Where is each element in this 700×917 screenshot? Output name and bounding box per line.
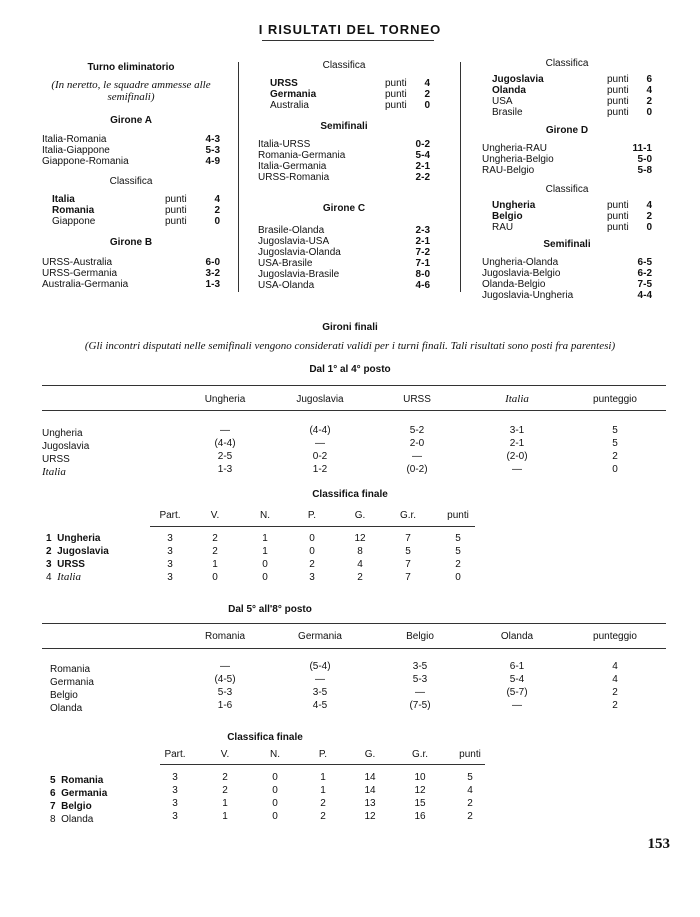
table-cell: 5 <box>612 438 618 449</box>
column-header: G.r. <box>399 510 417 521</box>
table-rule <box>150 526 475 527</box>
standing-row: Ungheria punti 4 <box>492 200 652 211</box>
table-cell: 12 <box>354 533 366 544</box>
table-cell: 4 <box>612 661 618 672</box>
table-cell: 3 <box>172 772 178 783</box>
column-header: G.r. <box>411 749 429 760</box>
table-cell: 5 <box>405 546 411 557</box>
table-rule <box>42 623 666 624</box>
column-divider <box>238 62 239 292</box>
table-rule <box>42 648 666 649</box>
table-cell: 0 <box>262 572 268 583</box>
column-header: Belgio <box>406 631 434 642</box>
table-cell: 0 <box>272 811 278 822</box>
standing-row: RAU punti 0 <box>492 222 652 233</box>
table-cell: 2 <box>467 811 473 822</box>
table-row-team: Ungheria <box>42 428 83 439</box>
table-cell: 2 <box>612 451 618 462</box>
column-header: V. <box>220 749 230 760</box>
column-1 <box>42 58 220 290</box>
match-row: Jugoslavia-Brasile 8-0 <box>258 269 430 280</box>
standing-row: Belgio punti 2 <box>492 211 652 222</box>
table-cell: — <box>412 451 422 462</box>
table-cell: 2 <box>320 798 326 809</box>
table-cell: 3 <box>167 559 173 570</box>
column-header: G. <box>354 510 366 521</box>
column-header: N. <box>260 510 270 521</box>
table-cell: 5 <box>455 533 461 544</box>
column-header: Jugoslavia <box>296 394 344 405</box>
column-header: Olanda <box>500 631 534 642</box>
table-cell: 3 <box>172 785 178 796</box>
group-d-title: Girone D <box>545 125 589 136</box>
table-cell: 4 <box>467 785 473 796</box>
table-cell: — <box>220 661 230 672</box>
column-header: punti <box>459 749 481 760</box>
table-cell: — <box>512 700 522 711</box>
match-row: Ungheria-Belgio 5-0 <box>482 154 652 165</box>
table-cell: 2 <box>222 772 228 783</box>
match-row: Jugoslavia-Ungheria 4-4 <box>482 290 652 301</box>
standing-row: Jugoslavia punti 6 <box>492 74 652 85</box>
table-cell: 3 <box>172 798 178 809</box>
column-header: P. <box>318 749 328 760</box>
table-cell: — <box>512 464 522 475</box>
column-header: URSS <box>403 394 431 405</box>
table-cell: 5-3 <box>217 687 233 698</box>
semifinals-1-matches <box>258 139 430 183</box>
table-cell: 2-5 <box>217 451 233 462</box>
group-a-standings-title: Classifica <box>109 176 153 187</box>
table-rule <box>42 385 666 386</box>
table-row: 3 URSS <box>46 559 85 570</box>
column-header: N. <box>270 749 280 760</box>
table-row-team: Jugoslavia <box>42 441 90 452</box>
group-c-title: Girone C <box>322 203 366 214</box>
column-header: Italia <box>505 393 529 405</box>
eliminatory-note: (In neretto, le squadre ammesse alle semifinali) <box>51 79 211 103</box>
match-row: Ungheria-RAU 11-1 <box>482 143 652 154</box>
table-row-team: Germania <box>50 677 94 688</box>
table-cell: 0 <box>309 546 315 557</box>
table-cell: (4-4) <box>214 438 236 449</box>
table-cell: 0 <box>272 772 278 783</box>
table-row-team: Romania <box>50 664 91 675</box>
table-cell: 0 <box>612 464 618 475</box>
column-2 <box>258 58 430 291</box>
table-cell: 3-5 <box>412 661 428 672</box>
column-header: Ungheria <box>204 394 246 405</box>
table-cell: 4-5 <box>312 700 328 711</box>
table-cell: 1 <box>222 811 228 822</box>
table-cell: 0 <box>455 572 461 583</box>
table-cell: 2 <box>309 559 315 570</box>
table-cell: 8 <box>357 546 363 557</box>
table-cell: 15 <box>414 798 426 809</box>
table-cell: 2 <box>612 687 618 698</box>
table-cell: 0 <box>272 785 278 796</box>
group-b-standings-title: Classifica <box>322 60 366 71</box>
table-row-team: Belgio <box>50 690 78 701</box>
bottom-final-standings-title: Classifica finale <box>227 732 303 743</box>
table-cell: 1 <box>262 546 268 557</box>
match-row: Romania-Germania 5-4 <box>258 150 430 161</box>
top-group-title: Dal 1° al 4° posto <box>309 364 391 375</box>
table-cell: 2 <box>612 700 618 711</box>
table-row: 4 Italia <box>46 571 81 583</box>
table-cell: 5-3 <box>412 674 428 685</box>
table-cell: (4-4) <box>309 425 331 436</box>
group-b-standings <box>258 78 430 111</box>
column-header: Germania <box>298 631 342 642</box>
table-cell: 2 <box>212 533 218 544</box>
table-row-team: URSS <box>42 454 70 465</box>
table-cell: 0 <box>212 572 218 583</box>
table-cell: 1 <box>262 533 268 544</box>
table-cell: (5-4) <box>309 661 331 672</box>
table-cell: 5-4 <box>509 674 525 685</box>
table-cell: 3 <box>172 811 178 822</box>
page-title: I RISULTATI DEL TORNEO <box>258 22 442 37</box>
standing-row: Romania punti 2 <box>52 205 220 216</box>
match-row: Italia-URSS 0-2 <box>258 139 430 150</box>
table-cell: 14 <box>364 785 376 796</box>
match-row: Olanda-Belgio 7-5 <box>482 279 652 290</box>
table-cell: 5-2 <box>409 425 425 436</box>
table-cell: — <box>315 438 325 449</box>
table-cell: (5-7) <box>506 687 528 698</box>
match-row: USA-Olanda 4-6 <box>258 280 430 291</box>
table-cell: 2 <box>455 559 461 570</box>
table-rule <box>42 410 666 411</box>
table-cell: 2-1 <box>509 438 525 449</box>
column-header: punteggio <box>593 631 637 642</box>
match-row: Italia-Romania 4-3 <box>42 134 220 145</box>
table-cell: 2-0 <box>409 438 425 449</box>
table-cell: 5 <box>455 546 461 557</box>
table-cell: — <box>315 674 325 685</box>
column-header: punti <box>447 510 469 521</box>
match-row: Australia-Germania 1-3 <box>42 279 220 290</box>
table-cell: 1 <box>212 559 218 570</box>
table-cell: 16 <box>414 811 426 822</box>
column-divider <box>460 62 461 292</box>
table-cell: 1-6 <box>217 700 233 711</box>
table-cell: 3-1 <box>509 425 525 436</box>
group-a-standings <box>42 194 220 227</box>
table-cell: 7 <box>405 572 411 583</box>
standing-row: Italia punti 4 <box>52 194 220 205</box>
table-row: 5 Romania <box>50 775 104 786</box>
table-cell: 1-3 <box>217 464 233 475</box>
table-cell: 12 <box>364 811 376 822</box>
table-cell: (7-5) <box>409 700 431 711</box>
table-cell: 0 <box>262 559 268 570</box>
table-row: 2 Jugoslavia <box>46 546 109 557</box>
group-d-standings <box>482 200 652 233</box>
match-row: Giappone-Romania 4-9 <box>42 156 220 167</box>
page-number: 153 <box>647 836 670 852</box>
table-cell: 5 <box>612 425 618 436</box>
standing-row: Brasile punti 0 <box>492 107 652 118</box>
table-cell: 3-5 <box>312 687 328 698</box>
group-b-matches <box>42 257 220 290</box>
table-cell: (4-5) <box>214 674 236 685</box>
column-header: Part. <box>159 510 181 521</box>
column-header: Part. <box>164 749 186 760</box>
match-row: URSS-Romania 2-2 <box>258 172 430 183</box>
table-cell: 2 <box>212 546 218 557</box>
table-cell: 2 <box>320 811 326 822</box>
table-row: 7 Belgio <box>50 801 92 812</box>
table-cell: 3 <box>167 546 173 557</box>
table-rule <box>160 764 485 765</box>
match-row: URSS-Australia 6-0 <box>42 257 220 268</box>
group-d-standings-title: Classifica <box>545 184 589 195</box>
match-row: USA-Brasile 7-1 <box>258 258 430 269</box>
table-cell: 0 <box>309 533 315 544</box>
match-row: Brasile-Olanda 2-3 <box>258 225 430 236</box>
table-cell: 3 <box>167 572 173 583</box>
semifinals-title-2: Semifinali <box>543 239 591 250</box>
group-c-standings <box>482 74 652 118</box>
match-row: Ungheria-Olanda 6-5 <box>482 257 652 268</box>
table-cell: 4 <box>357 559 363 570</box>
table-cell: 7 <box>405 559 411 570</box>
table-cell: 6-1 <box>509 661 525 672</box>
column-header: P. <box>307 510 317 521</box>
semifinals-2-matches <box>482 257 652 301</box>
table-cell: 12 <box>414 785 426 796</box>
group-a-title: Girone A <box>110 115 152 126</box>
match-row: Italia-Germania 2-1 <box>258 161 430 172</box>
match-row: Jugoslavia-USA 2-1 <box>258 236 430 247</box>
standing-row: Olanda punti 4 <box>492 85 652 96</box>
group-c-matches <box>258 225 430 291</box>
table-row: 6 Germania <box>50 788 108 799</box>
table-cell: (0-2) <box>406 464 428 475</box>
standing-row: Australia punti 0 <box>270 100 430 111</box>
table-cell: 3 <box>167 533 173 544</box>
match-row: URSS-Germania 3-2 <box>42 268 220 279</box>
table-row-team: Olanda <box>50 703 83 714</box>
standing-row: Giappone punti 0 <box>52 216 220 227</box>
finals-title: Gironi finali <box>322 322 378 333</box>
group-a-matches <box>42 134 220 167</box>
table-cell: 1 <box>320 772 326 783</box>
column-header: punteggio <box>593 394 637 405</box>
semifinals-title-1: Semifinali <box>320 121 368 132</box>
table-row: 1 Ungheria <box>46 533 101 544</box>
column-header: G. <box>364 749 376 760</box>
table-cell: — <box>415 687 425 698</box>
title-underline <box>262 40 434 41</box>
top-final-standings-title: Classifica finale <box>312 489 388 500</box>
table-cell: 10 <box>414 772 426 783</box>
table-cell: 1-2 <box>312 464 328 475</box>
table-cell: 3 <box>309 572 315 583</box>
match-row: Jugoslavia-Olanda 7-2 <box>258 247 430 258</box>
table-cell: 2 <box>222 785 228 796</box>
match-row: Jugoslavia-Belgio 6-2 <box>482 268 652 279</box>
table-cell: 5 <box>467 772 473 783</box>
table-cell: 1 <box>222 798 228 809</box>
group-b-title: Girone B <box>109 237 153 248</box>
table-cell: 1 <box>320 785 326 796</box>
column-header: V. <box>210 510 220 521</box>
group-d-matches <box>482 143 652 176</box>
table-cell: 0 <box>272 798 278 809</box>
match-row: RAU-Belgio 5-8 <box>482 165 652 176</box>
column-3 <box>482 58 652 301</box>
table-cell: 2 <box>357 572 363 583</box>
table-cell: 14 <box>364 772 376 783</box>
standing-row: Germania punti 2 <box>270 89 430 100</box>
table-cell: 0-2 <box>312 451 328 462</box>
table-cell: — <box>220 425 230 436</box>
table-cell: 4 <box>612 674 618 685</box>
column-header: Romania <box>204 631 246 642</box>
table-row: 8 Olanda <box>50 814 94 825</box>
table-cell: 2 <box>467 798 473 809</box>
group-c-standings-title: Classifica <box>545 58 589 69</box>
table-cell: 7 <box>405 533 411 544</box>
bottom-group-title: Dal 5° all'8° posto <box>228 604 312 615</box>
table-cell: (2-0) <box>506 451 528 462</box>
eliminatory-heading: Turno eliminatorio <box>87 62 175 73</box>
match-row: Italia-Giappone 5-3 <box>42 145 220 156</box>
standing-row: URSS punti 4 <box>270 78 430 89</box>
standing-row: USA punti 2 <box>492 96 652 107</box>
table-cell: 13 <box>364 798 376 809</box>
finals-note: (Gli incontri disputati nelle semifinali vengono considerati validi per i turni finali. Tali risultati sono posti fra parentesi) <box>84 340 616 352</box>
table-row-team: Italia <box>42 466 66 478</box>
